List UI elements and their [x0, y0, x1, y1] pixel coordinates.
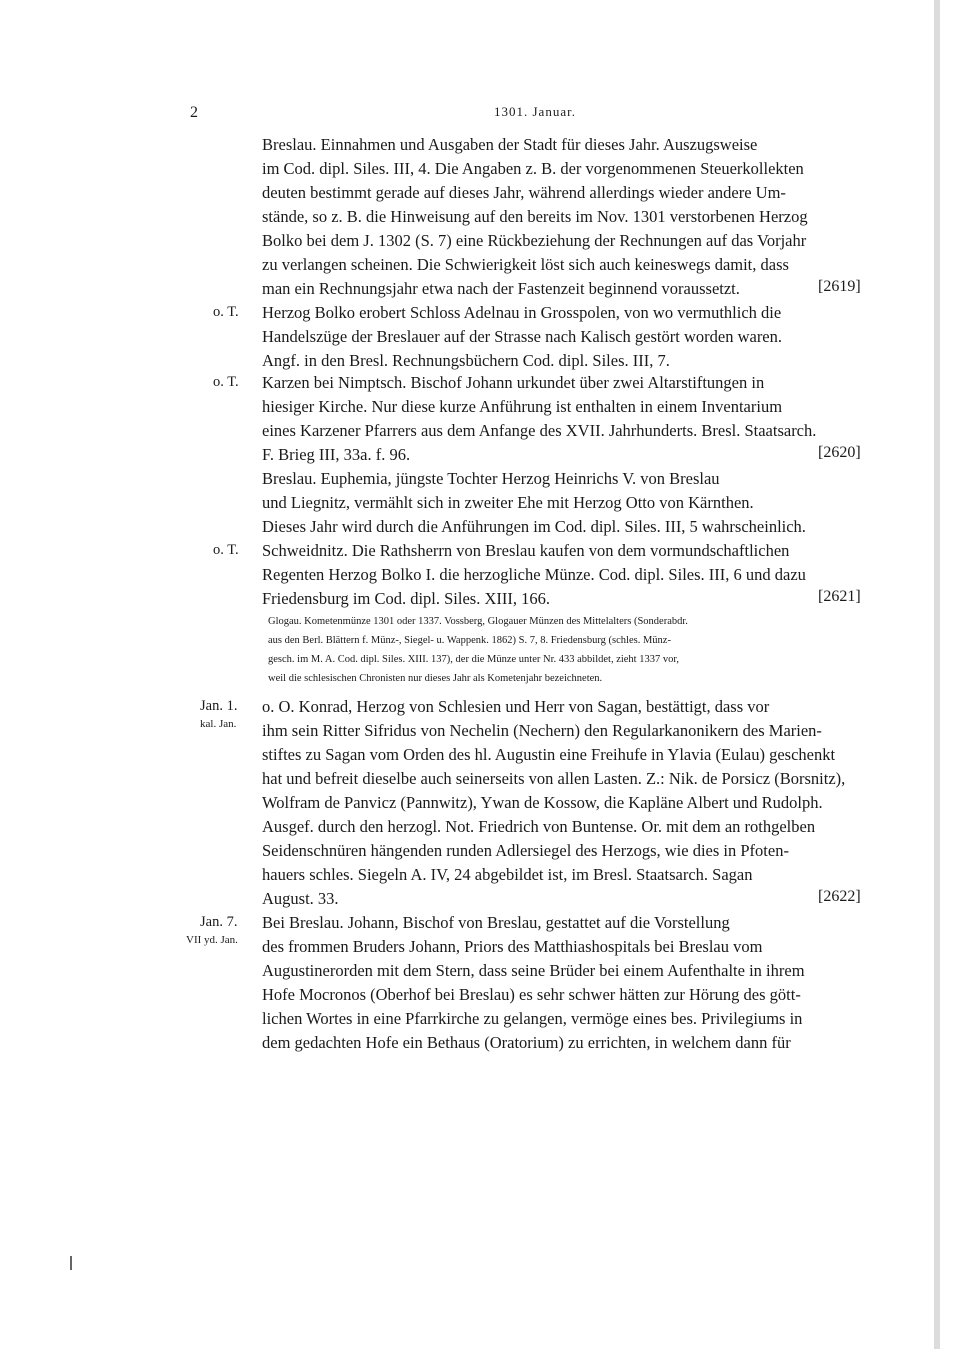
- text-line: Dieses Jahr wird durch die Anführungen im Cod. dipl. Siles. III, 5 wahrscheinlich.: [262, 517, 806, 536]
- text-line: eines Karzener Pfarrers aus dem Anfange des XVII. Jahrhunderts. Bresl. Staatsarch.: [262, 421, 817, 440]
- text-line: dem gedachten Hofe ein Bethaus (Oratorium) zu errichten, in welchem dann für: [262, 1033, 791, 1052]
- text-line: lichen Wortes in eine Pfarrkirche zu gelangen, vermöge eines bes. Privilegiums in: [262, 1009, 803, 1028]
- text-line: Bei Breslau. Johann, Bischof von Breslau, gestattet auf die Vorstellung: [262, 913, 730, 932]
- text-line: Angf. in den Bresl. Rechnungsbüchern Cod. dipl. Siles. III, 7.: [262, 351, 670, 370]
- margin-date: Jan. 7.: [200, 914, 238, 930]
- margin-date: o. T.: [213, 304, 239, 320]
- margin-calendar: kal. Jan.: [200, 718, 237, 730]
- entry-number: [2622]: [818, 888, 861, 905]
- note-line: Glogau. Kometenmünze 1301 oder 1337. Vossberg, Glogauer Münzen des Mittelalters (Sonderabdr.: [268, 616, 688, 627]
- text-line: Friedensburg im Cod. dipl. Siles. XIII, 166.: [262, 589, 550, 608]
- scan-edge: [934, 0, 940, 1349]
- margin-date: Jan. 1.: [200, 698, 238, 714]
- note-line: gesch. im M. A. Cod. dipl. Siles. XIII. 137), der die Münze unter Nr. 433 abbildet, zieht 1337 vor,: [268, 654, 680, 665]
- text-line: Herzog Bolko erobert Schloss Adelnau in Grosspolen, von wo vermuthlich die: [262, 303, 782, 322]
- text-line: Seidenschnüren hängenden runden Adlersiegel des Herzogs, wie dies in Pfoten-: [262, 841, 789, 860]
- text-line: August. 33.: [262, 889, 339, 908]
- margin-date: o. T.: [213, 374, 239, 390]
- text-line: Wolfram de Panvicz (Pannwitz), Ywan de Kossow, die Kapläne Albert und Rudolph.: [262, 793, 823, 812]
- text-line: hat und befreit dieselbe auch seinerseits von allen Lasten. Z.: Nik. de Porsicz (Borsnitz),: [262, 769, 846, 788]
- margin-date: o. T.: [213, 542, 239, 558]
- text-line: und Liegnitz, vermählt sich in zweiter Ehe mit Herzog Otto von Kärnthen.: [262, 493, 754, 512]
- note-line: aus den Berl. Blättern f. Münz-, Siegel- u. Wappenk. 1862) S. 7, 8. Friedensburg (schles. Münz-: [268, 635, 671, 646]
- text-line: Ausgef. durch den herzogl. Not. Friedrich von Buntense. Or. mit dem an rothgelben: [262, 817, 816, 836]
- text-line: ihm sein Ritter Sifridus von Nechelin (Nechern) den Regularkanonikern des Marien-: [262, 721, 822, 740]
- text-line: o. O. Konrad, Herzog von Schlesien und Herr von Sagan, bestättigt, dass vor: [262, 697, 770, 716]
- text-line: Augustinerorden mit dem Stern, dass seine Brüder bei einem Aufenthalte in ihrem: [262, 961, 805, 980]
- text-line: hauers schles. Siegeln A. IV, 24 abgebildet ist, im Bresl. Staatsarch. Sagan: [262, 865, 753, 884]
- text-line: Regenten Herzog Bolko I. die herzogliche Münze. Cod. dipl. Siles. III, 6 und dazu: [262, 565, 806, 584]
- text-line: Breslau. Einnahmen und Ausgaben der Stadt für dieses Jahr. Auszugsweise: [262, 135, 758, 154]
- text-line: Hofe Mocronos (Oberhof bei Breslau) es sehr schwer hätten zur Hörung des gött-: [262, 985, 801, 1004]
- text-line: Handelszüge der Breslauer auf der Strasse nach Kalisch gestört worden waren.: [262, 327, 783, 346]
- text-line: stiftes zu Sagan vom Orden des hl. Augustin eine Freihufe in Ylavia (Eulau) geschenkt: [262, 745, 836, 764]
- text-line: hiesiger Kirche. Nur diese kurze Anführung ist enthalten in einem Inventarium: [262, 397, 783, 416]
- entry-number: [2621]: [818, 588, 861, 605]
- text-line: Bolko bei dem J. 1302 (S. 7) eine Rückbeziehung der Rechnungen auf das Vorjahr: [262, 231, 807, 250]
- page-number: 2: [190, 104, 198, 121]
- entry-number: [2619]: [818, 278, 861, 295]
- running-header: 1301. Januar.: [494, 104, 576, 119]
- text-line: des frommen Bruders Johann, Priors des Matthiashospitals bei Breslau vom: [262, 937, 763, 956]
- text-line: im Cod. dipl. Siles. III, 4. Die Angaben z. B. der vorgenommenen Steuerkollekten: [262, 159, 804, 178]
- text-line: Breslau. Euphemia, jüngste Tochter Herzog Heinrichs V. von Breslau: [262, 469, 720, 488]
- note-line: weil die schlesischen Chronisten nur dieses Jahr als Kometenjahr bezeichneten.: [268, 673, 603, 684]
- text-line: Karzen bei Nimptsch. Bischof Johann urkundet über zwei Altarstiftungen in: [262, 373, 765, 392]
- text-line: Schweidnitz. Die Rathsherrn von Breslau kaufen von dem vormundschaftlichen: [262, 541, 790, 560]
- text-line: stände, so z. B. die Hinweisung auf den bereits im Nov. 1301 verstorbenen Herzog: [262, 207, 808, 226]
- text-line: zu verlangen scheinen. Die Schwierigkeit löst sich auch keineswegs damit, dass: [262, 255, 789, 274]
- margin-calendar: VII yd. Jan.: [186, 934, 238, 946]
- text-line: deuten bestimmt gerade auf dieses Jahr, während allerdings wieder andere Um-: [262, 183, 786, 202]
- scan-mark: [70, 1256, 72, 1270]
- text-line: F. Brieg III, 33a. f. 96.: [262, 445, 411, 464]
- entry-number: [2620]: [818, 444, 861, 461]
- text-line: man ein Rechnungsjahr etwa nach der Fastenzeit beginnend voraussetzt.: [262, 279, 740, 298]
